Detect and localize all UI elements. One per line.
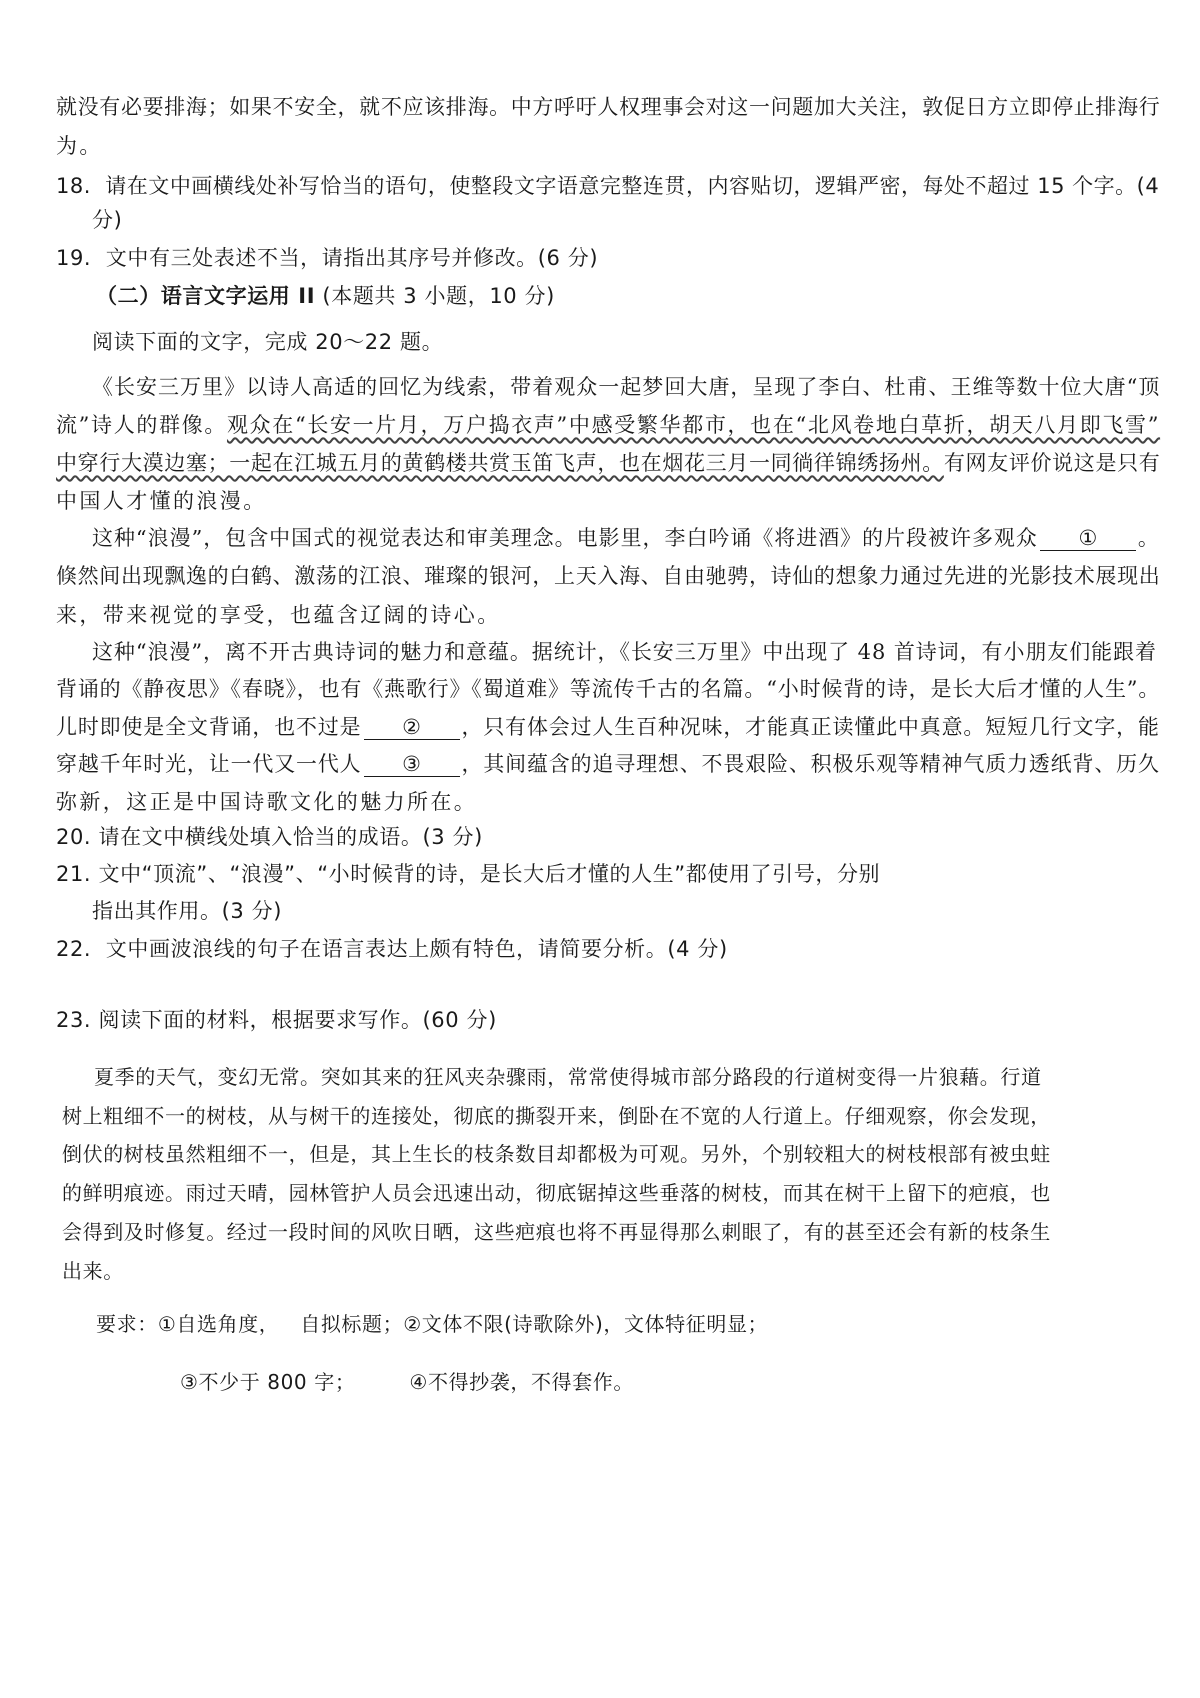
reading-instruction: 阅读下面的文字，完成 20～22 题。	[92, 330, 444, 354]
wavy-underlined-sentence: 中穿行大漠边塞；一起在江城五月的黄鹤楼共赏玉笛飞声，也在烟花三月一同徜徉锦绣扬州。	[56, 451, 944, 475]
requirements-line	[180, 1367, 634, 1397]
blank-1[interactable]: ①	[1040, 526, 1136, 551]
passage-line: 倏然间出现飘逸的白鹤、激荡的江浪、璀璨的银河，上天入海、自由驰骋，诗仙的想象力通过先进的光影技术展现出	[56, 564, 1161, 588]
passage-line: 弥新，这正是中国诗歌文化的魅力所在。	[56, 790, 478, 814]
passage-text: ，只有体会过人生百种况味，才能真正读懂此中真意。短短几行文字，能	[461, 715, 1160, 739]
passage-text: 儿时即使是全文背诵，也不过是	[56, 715, 362, 739]
passage-text: 。	[1137, 526, 1160, 550]
question-23	[56, 1005, 497, 1035]
blank-2[interactable]: ②	[364, 715, 460, 740]
question-19	[56, 243, 598, 273]
passage-text: 流”诗人的群像。	[56, 413, 227, 437]
requirement-item: ③不少于 800 字；	[180, 1370, 356, 1394]
passage-line: 就没有必要排海；如果不安全，就不应该排海。中方呼吁人权理事会对这一问题加大关注，敦促日方立即停止排海行	[56, 95, 1161, 119]
passage-line: 来，带来视觉的享受，也蕴含辽阔的诗心。	[56, 603, 501, 627]
section-note: (本题共 3 小题，10 分)	[322, 284, 555, 308]
question-18-continued: 分)	[92, 208, 123, 232]
question-text: 文中“顶流”、“浪漫”、“小时候背的诗，是长大后才懂的人生”都使用了引号，分别	[98, 862, 881, 886]
question-number: 21.	[56, 862, 92, 886]
requirements-line	[96, 1309, 768, 1339]
requirement-item: ④不得抄袭，不得套作。	[409, 1370, 634, 1394]
requirement-item: ②文体不限(诗歌除外)，文体特征明显；	[403, 1312, 769, 1336]
passage-text: ，其间蕴含的追寻理想、不畏艰险、积极乐观等精神气质力透纸背、历久	[461, 752, 1160, 776]
essay-material-line: 会得到及时修复。经过一段时间的风吹日晒，这些疤痕也将不再显得那么刺眼了，有的甚至还会有新的枝条生	[62, 1220, 1051, 1244]
question-text: 文中画波浪线的句子在语言表达上颇有特色，请简要分析。(4 分)	[105, 937, 728, 961]
essay-material-line: 倒伏的树枝虽然粗细不一，但是，其上生长的枝条数目却都极为可观。另外，个别较粗大的树枝根部有被虫蛀	[62, 1142, 1051, 1166]
question-text: 文中有三处表述不当，请指出其序号并修改。(6 分)	[105, 246, 599, 270]
question-text: 请在文中画横线处补写恰当的语句，使整段文字语意完整连贯，内容贴切，逻辑严密，每处不超过 15 个字。(4	[105, 174, 1160, 198]
question-22	[56, 934, 728, 964]
passage-line	[56, 749, 1160, 779]
question-20	[56, 822, 483, 852]
essay-material-line: 出来。	[62, 1259, 124, 1283]
passage-text: 穿越千年时光，让一代又一代人	[56, 752, 362, 776]
requirements-label: 要求：	[96, 1312, 158, 1336]
requirement-item: 自拟标题；	[300, 1312, 404, 1336]
passage-line	[56, 448, 1160, 478]
essay-material-line: 的鲜明痕迹。雨过天晴，园林管护人员会迅速出动，彻底锯掉这些垂落的树枝，而其在树干上留下的疤痕，也	[62, 1181, 1051, 1205]
wavy-underlined-sentence: 观众在“长安一片月，万户捣衣声”中感受繁华都市，也在“北风卷地白草折，胡天八月即飞雪”	[226, 413, 1161, 437]
section-heading	[96, 281, 555, 311]
question-number: 19.	[56, 246, 92, 270]
question-number: 22.	[56, 937, 92, 961]
requirement-item: ①自选角度，	[157, 1312, 280, 1336]
essay-material-line: 树上粗细不一的树枝，从与树干的连接处，彻底的撕裂开来，倒卧在不宽的人行道上。仔细观察，你会发现，	[62, 1104, 1051, 1128]
question-text: 请在文中横线处填入恰当的成语。(3 分)	[98, 825, 483, 849]
passage-line: 《长安三万里》以诗人高适的回忆为线索，带着观众一起梦回大唐，呈现了李白、杜甫、王维等数十位大唐“顶	[92, 375, 1161, 399]
passage-text: 这种“浪漫”，包含中国式的视觉表达和审美理念。电影里，李白吟诵《将进酒》的片段被许多观众	[92, 526, 1038, 550]
blank-3[interactable]: ③	[364, 752, 460, 777]
question-18	[56, 171, 1159, 201]
passage-text: 有网友评价说这是只有	[943, 451, 1161, 475]
passage-line: 背诵的《静夜思》《春晓》，也有《燕歌行》《蜀道难》等流传千古的名篇。“小时候背的诗，是长大后才懂的人生”。	[56, 677, 1161, 701]
question-text: 阅读下面的材料，根据要求写作。(60 分)	[98, 1008, 497, 1032]
essay-material-line: 夏季的天气，变幻无常。突如其来的狂风夹杂骤雨，常常使得城市部分路段的行道树变得一片狼藉。行道	[94, 1065, 1042, 1089]
question-21	[56, 859, 880, 889]
passage-line: 中国人才懂的浪漫。	[56, 489, 267, 513]
section-title: （二）语言文字运用 II	[96, 284, 316, 308]
passage-line	[56, 410, 1160, 440]
question-21-continued: 指出其作用。(3 分)	[92, 899, 283, 923]
passage-line: 为。	[56, 134, 103, 158]
passage-line	[92, 523, 1160, 553]
question-number: 20.	[56, 825, 92, 849]
passage-line	[56, 712, 1160, 742]
passage-line: 这种“浪漫”，离不开古典诗词的魅力和意蕴。据统计，《长安三万里》中出现了 48 首诗词，有小朋友们能跟着	[92, 640, 1157, 664]
question-number: 18.	[56, 174, 91, 198]
question-number: 23.	[56, 1008, 92, 1032]
